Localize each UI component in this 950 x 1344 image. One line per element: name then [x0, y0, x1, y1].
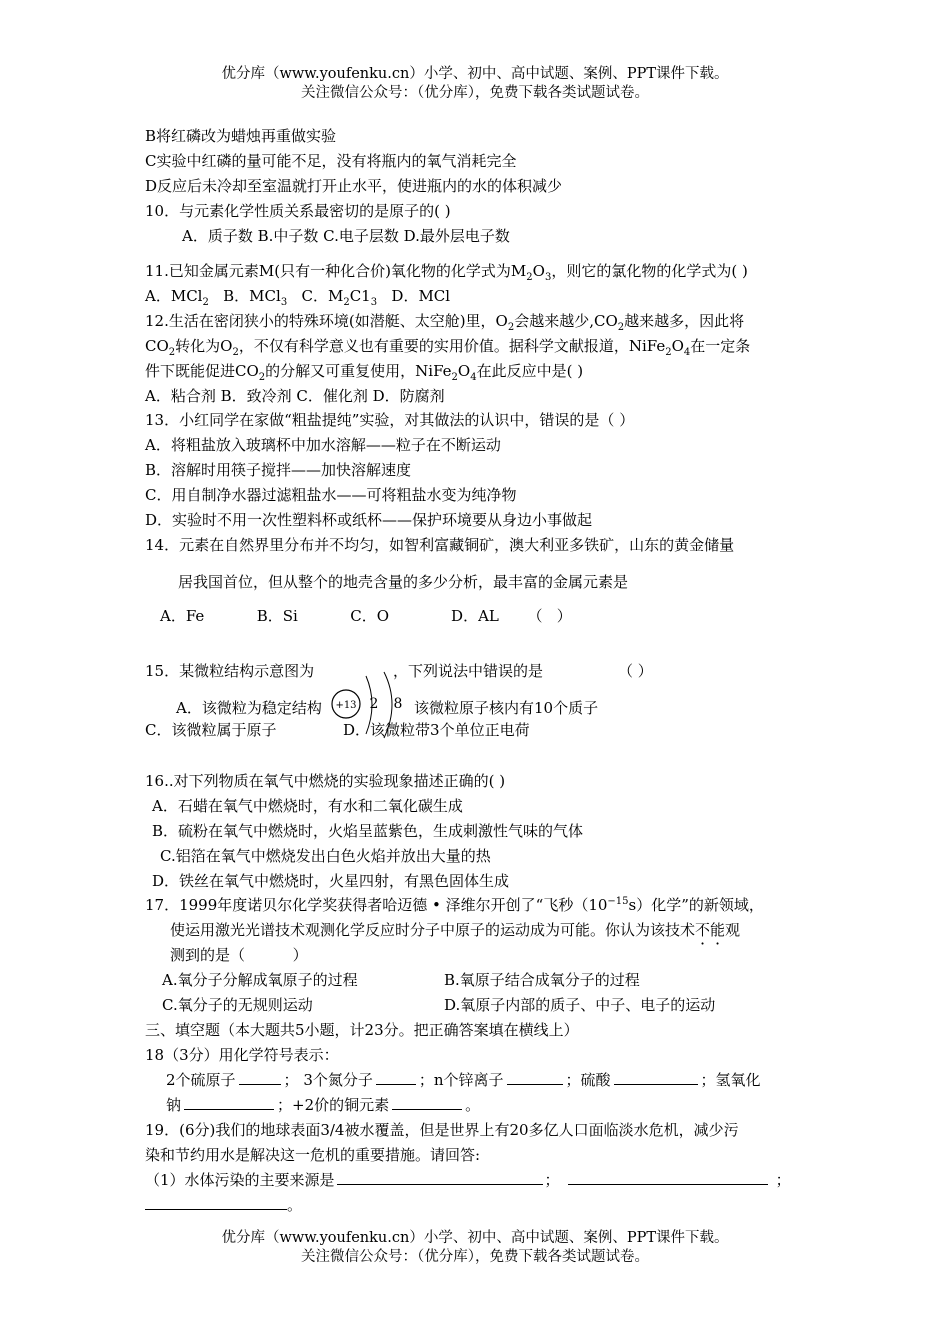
q15-option-a: A．该微粒为稳定结构: [176, 699, 322, 717]
q14-stem-1: 14．元素在自然界里分布并不均匀，如智利富藏铜矿，澳大利亚多铁矿，山东的黄金储量: [145, 536, 735, 554]
section-3-title: 三、填空题（本大题共5小题，计23分。把正确答案填在横线上）: [145, 1021, 579, 1039]
q17-option-d: D.氧原子内部的质子、中子、电子的运动: [444, 996, 716, 1014]
q13-stem: 13．小红同学在家做“粗盐提纯”实验，对其做法的认识中，错误的是（ ）: [145, 411, 635, 429]
q19-line-2: 染和节约用水是解决这一危机的重要措施。请回答:: [145, 1146, 481, 1164]
blank-nitrogen-molecules[interactable]: [376, 1070, 416, 1085]
q17-option-b: B.氧原子结合成氧分子的过程: [444, 971, 640, 989]
q18-stem: 18（3分）用化学符号表示：: [145, 1046, 339, 1064]
q19-line-3: （1）水体污染的主要来源是 ； ；: [145, 1171, 791, 1189]
q12-line-3: 件下既能促进$CO_2$的分解又可重复使用，$NiFe_2O_4$在此反应中是( ): [145, 362, 584, 383]
blank-sodium-hydroxide[interactable]: [184, 1095, 274, 1110]
q14-options: A．Fe B．Si C．O D．AL （ ）: [160, 607, 572, 625]
q18-line-1: 2个硫原子 ； 3个氮分子 ；n个锌离子 ；硫酸 ；氢氧化: [166, 1071, 761, 1089]
q13-option-a: A．将粗盐放入玻璃杯中加水溶解——粒子在不断运动: [145, 436, 501, 454]
q17-option-c: C.氧分子的无规则运动: [162, 996, 313, 1014]
q17-option-a: A.氧分子分解成氧原子的过程: [162, 971, 358, 989]
q12-line-2: $CO_2$转化为$O_2$，不仅有科学意义也有重要的实用价值。据科学文献报道，$NiFe_2O_4$在一定条: [145, 337, 751, 358]
shell-2-electrons: 8: [393, 696, 403, 712]
q10-options: A．质子数 B.中子数 C.电子层数 D.最外层电子数: [182, 227, 510, 245]
q17-line-3: 测到的是（ ）: [170, 946, 308, 964]
q12-options: A．粘合剂 B．致冷剂 C．催化剂 D．防腐剂: [145, 387, 445, 405]
blank-pollution-source-2[interactable]: [568, 1170, 768, 1185]
q9-option-c: C实验中红磷的量可能不足，没有将瓶内的氧气消耗完全: [145, 152, 517, 170]
q14-stem-2: 居我国首位，但从整个的地壳含量的多少分析，最丰富的金属元素是: [178, 573, 629, 591]
footer-line-1: 优分库（www.youfenku.cn）小学、初中、高中试题、案例、PPT课件下载。: [221, 1230, 729, 1246]
q11-stem: 11.已知金属元素M(只有一种化合价)氧化物的化学式为$M_2O_3$，则它的氯化物的化学式为( ): [145, 262, 748, 283]
header-line-1: 优分库（www.youfenku.cn）小学、初中、高中试题、案例、PPT课件下载。: [221, 66, 729, 82]
blank-zinc-ions[interactable]: [507, 1070, 563, 1085]
q13-option-c: C．用自制净水器过滤粗盐水——可将粗盐水变为纯净物: [145, 486, 517, 504]
q15-stem-a: 15．某微粒结构示意图为: [145, 662, 315, 680]
blank-copper-valence[interactable]: [392, 1095, 462, 1110]
q19-line-4: 。: [145, 1195, 302, 1215]
q9-option-d: D反应后未冷却至室温就打开止水平，使进瓶内的水的体积减少: [145, 177, 563, 195]
q15-paren: （ ）: [618, 662, 653, 680]
q15-option-b: 该微粒原子核内有10个质子: [414, 699, 599, 717]
blank-pollution-source-1[interactable]: [337, 1170, 543, 1185]
q16-option-b: B．硫粉在氧气中燃烧时，火焰呈蓝紫色，生成刺激性气味的气体: [152, 822, 584, 840]
q13-option-d: D．实验时不用一次性塑料杯或纸杯——保护环境要从身边小事做起: [145, 511, 593, 529]
q16-option-d: D．铁丝在氧气中燃烧时，火星四射，有黑色固体生成: [152, 872, 510, 890]
q18-line-2: 钠 ；+2价的铜元素 。: [166, 1096, 481, 1114]
q17-line-1: 17．1999年度诺贝尔化学奖获得者哈迈德 • 泽维尔开创了“飞秒$(10^{-15}s)$化学”的新领域，: [145, 896, 764, 914]
blank-sulfuric-acid[interactable]: [614, 1070, 698, 1085]
footer-line-2: 关注微信公众号：（优分库），免费下载各类试题试卷。: [301, 1249, 649, 1265]
header-line-2: 关注微信公众号：（优分库），免费下载各类试题试卷。: [301, 85, 649, 101]
q12-line-1: 12.生活在密闭狭小的特殊环境(如潜艇、太空舱)里，$O_2$会越来越少$,CO_2$越来越多，因此将: [145, 312, 745, 333]
q16-stem: 16..对下列物质在氧气中燃烧的实验现象描述正确的( ): [145, 772, 506, 790]
q16-option-a: A．石蜡在氧气中燃烧时，有水和二氧化碳生成: [152, 797, 463, 815]
blank-pollution-source-3[interactable]: [145, 1195, 287, 1210]
q10-stem: 10．与元素化学性质关系最密切的是原子的( ): [145, 202, 451, 220]
q13-option-b: B．溶解时用筷子搅拌——加快溶解速度: [145, 461, 412, 479]
q15-stem-b: ，下列说法中错误的是: [393, 662, 544, 680]
q15-option-d: D．该微粒带3个单位正电荷: [343, 721, 530, 739]
shell-arc-2: [384, 672, 392, 738]
shell-1-electrons: 2: [369, 696, 379, 712]
q9-option-b: B将红磷改为蜡烛再重做实验: [145, 127, 337, 145]
nucleus-charge: +13: [335, 700, 357, 711]
q15-option-c: C．该微粒属于原子: [145, 721, 277, 739]
q11-options: A．MCl$_2$ B．MCl$_3$ C．$M_2C1_3$ D．MCl: [145, 287, 451, 308]
blank-sulfur-atoms[interactable]: [239, 1070, 281, 1085]
q19-line-1: 19．(6分)我们的地球表面3/4被水覆盖，但是世界上有20多亿人口面临淡水危机，减少污: [145, 1121, 739, 1139]
q17-line-2: 使运用激光光谱技术观测化学反应时分子中原子的运动成为可能。你认为该技术不能观: [170, 921, 741, 939]
atom-structure-diagram: [326, 656, 416, 746]
q16-option-c: C.铝箔在氧气中燃烧发出白色火焰并放出大量的热: [160, 847, 491, 865]
